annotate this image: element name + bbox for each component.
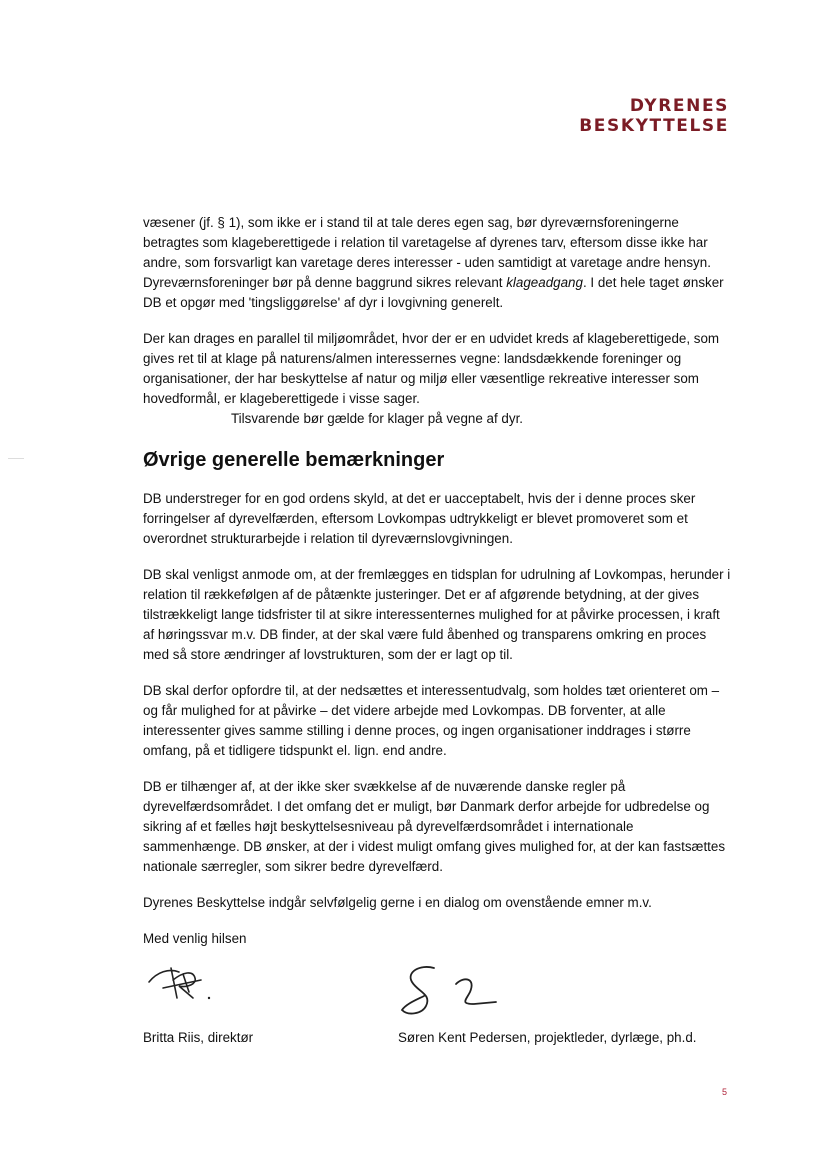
paragraph-interessentudvalg: DB skal derfor opfordre til, at der nedsættes et interessentudvalg, som holdes tæt orienteret om – og får mulighed for at påvirke – det videre arbejde med Lovkompas. DB forventer, at alle interessenter gives samme stilling i denne proces, og ingen organisationer inddrages i større omfang, på et tidligere tidspunkt el. lign. end andre. bbox=[143, 683, 720, 758]
section-heading: Øvrige generelle bemærkninger bbox=[143, 449, 445, 471]
letter-body bbox=[143, 213, 733, 965]
logo-line-2: BESKYTTELSE bbox=[579, 115, 729, 136]
signature-soeren-kent-pedersen bbox=[398, 962, 508, 1022]
margin-mark bbox=[8, 458, 24, 459]
indented-line: Tilsvarende bør gælde for klager på vegne af dyr. bbox=[231, 411, 524, 426]
signature-britta-riis bbox=[143, 958, 223, 1008]
page-number: 5 bbox=[722, 1087, 728, 1097]
closing-greeting: Med venlig hilsen bbox=[143, 931, 247, 946]
organization-logo bbox=[579, 97, 729, 136]
emphasis-klageadgang: klageadgang bbox=[506, 275, 583, 290]
paragraph-forringelser: DB understreger for en god ordens skyld, at det er uacceptabelt, hvis der i denne proces sker forringelser af dyrevelfærden, eftersom Lovkompas udtrykkeligt er blevet promoveret som et overordnet strukturarbejde i relation til dyreværnslovgivningen. bbox=[143, 491, 696, 546]
paragraph-tarv: væsener (jf. § 1), som ikke er i stand til at tale deres egen sag, bør dyreværnsforeningerne betragtes som klageberettigede i relation til varetagelse af dyrenes tarv, eftersom disse ikke har andre, som forsvarligt kan varetage deres interesser - uden samtidigt at varetage andre hensyn. Dyreværnsforeninger bør på denne baggrund sikres relevant klageadgang. I det hele taget ønsker DB et opgør med 'tingsliggørelse' af dyr i lovgivning generelt. bbox=[143, 215, 724, 310]
logo-line-1: DYRENES bbox=[629, 96, 729, 116]
paragraph-dyrevelfaerd: DB er tilhænger af, at der ikke sker svækkelse af de nuværende danske regler på dyrevelfærdsområdet. I det omfang det er muligt, bør Danmark derfor arbejde for udbredelse og sikring af et fælles højt beskyttelsesniveau på dyrevelfærdsområdet i internationale sammenhænge. DB ønsker, at der i videst muligt omfang gives mulighed for, at der kan fastsættes nationale særregler, som sikrer bedre dyrevelfærd. bbox=[143, 779, 726, 874]
paragraph-miljoe: Der kan drages en parallel til miljøområdet, hvor der er en udvidet kreds af klageberettigede, som gives ret til at klage på naturens/almen interessernes vegne: landsdækkende foreninger og organisationer, der har beskyttelse af natur og miljø eller væsentlige rekreative interesser som hovedformål, er klageberettigede i visse sager. Tilsvarende bør gælde for klager på vegne af dyr. bbox=[143, 329, 733, 429]
paragraph-tidsplan: DB skal venligst anmode om, at der fremlægges en tidsplan for udrulning af Lovkompas, herunder i relation til rækkefølgen af de påtænkte justeringer. Det er af afgørende betydning, at der gives tilstrækkeligt lange tidsfrister til at sikre interessenternes mulighed for at påvirke processen, i kraft af høringssvar m.v. DB finder, at der skal være fuld åbenhed og transparens omkring en proces med så store ændringer af lovstrukturen, som der er lagt op til. bbox=[143, 567, 731, 662]
signatory-name-1: Britta Riis, direktør bbox=[143, 1030, 254, 1045]
signatory-name-2: Søren Kent Pedersen, projektleder, dyrlæge, ph.d. bbox=[398, 1030, 697, 1045]
paragraph-dialog: Dyrenes Beskyttelse indgår selvfølgelig gerne i en dialog om ovenstående emner m.v. bbox=[143, 895, 652, 910]
